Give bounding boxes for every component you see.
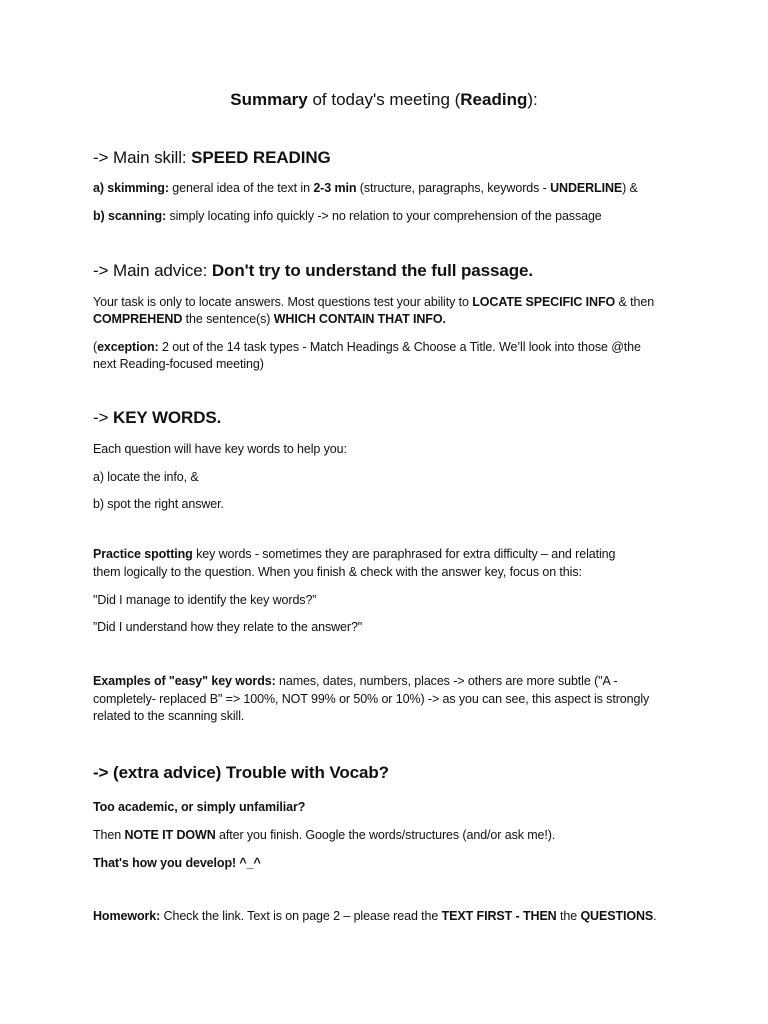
skimming-line: a) skimming: general idea of the text in 2-3 min (structure, paragraphs, keywords - UNDERLINE) & xyxy=(93,181,638,195)
question-quote-1: "Did I manage to identify the key words?” xyxy=(93,593,317,607)
practice-line-1: Practice spotting key words - sometimes they are paraphrased for extra difficulty – and relating xyxy=(93,547,616,561)
list-item: a) locate the info, & xyxy=(93,470,199,484)
vocab-line-2: Then NOTE IT DOWN after you finish. Google the words/structures (and/or ask me!). xyxy=(93,828,556,842)
homework-line: Homework: Check the link. Text is on page 2 – please read the TEXT FIRST - THEN the QUESTIONS. xyxy=(93,909,657,923)
exception-line-1: (exception: 2 out of the 14 task types - Match Headings & Choose a Title. We’ll look into those @the xyxy=(93,340,641,354)
key-words-intro: Each question will have key words to help you: xyxy=(93,442,347,456)
list-item: b) spot the right answer. xyxy=(93,497,224,511)
section-heading-main-skill: -> Main skill: SPEED READING xyxy=(93,148,331,167)
task-paragraph-line-2: COMPREHEND the sentence(s) WHICH CONTAIN THAT INFO. xyxy=(93,312,446,326)
vocab-line-3: That's how you develop! ^_^ xyxy=(93,856,261,870)
page-title: Summary of today's meeting (Reading): xyxy=(230,90,538,109)
examples-line-1: Examples of "easy" key words: names, dates, numbers, places -> others are more subtle ("A - xyxy=(93,674,618,688)
vocab-line-1: Too academic, or simply unfamiliar? xyxy=(93,800,306,814)
scanning-line: b) scanning: simply locating info quickly -> no relation to your comprehension of the passage xyxy=(93,209,602,223)
examples-line-3: related to the scanning skill. xyxy=(93,709,245,723)
practice-line-2: them logically to the question. When you finish & check with the answer key, focus on this: xyxy=(93,565,582,579)
task-paragraph-line-1: Your task is only to locate answers. Most questions test your ability to LOCATE SPECIFIC INFO & then xyxy=(93,295,655,309)
examples-line-2: completely- replaced B" => 100%, NOT 99% or 50% or 10%) -> as you can see, this aspect is strongly xyxy=(93,692,650,706)
question-quote-2: ”Did I understand how they relate to the answer?" xyxy=(93,620,363,634)
section-heading-vocab: -> (extra advice) Trouble with Vocab? xyxy=(93,763,389,782)
exception-line-2: next Reading-focused meeting) xyxy=(93,357,264,371)
section-heading-main-advice: -> Main advice: Don't try to understand the full passage. xyxy=(93,261,533,280)
section-heading-key-words: -> KEY WORDS. xyxy=(93,408,222,427)
